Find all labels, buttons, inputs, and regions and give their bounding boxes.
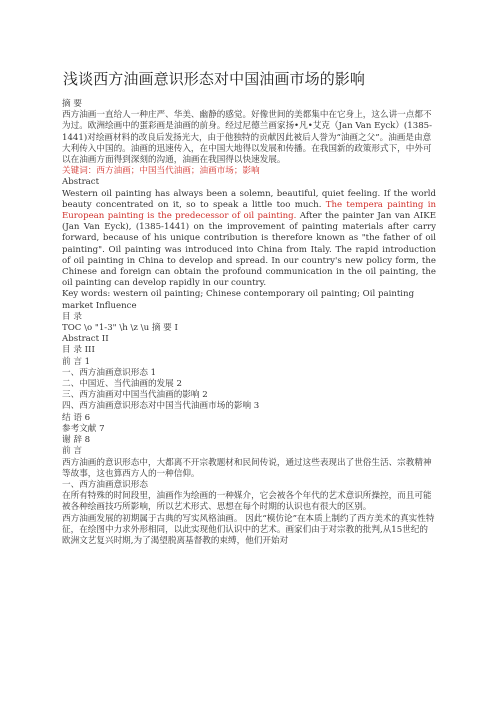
toc-line: 一、西方油画意识形态 1 — [62, 367, 157, 378]
toc-line: 三、西方油画对中国当代油画的影响 2 — [62, 390, 208, 401]
toc-line: 目 录 III — [62, 345, 95, 356]
preface-text: 西方油画的意识形态中，大都离不开宗教题材和民间传说，通过这些表现出了世俗生活、宗教精神等故事，这也算西方人的一种信仰。 — [62, 457, 432, 479]
section1-paragraph: 西方油画发展的初期属于古典的写实风格油画。 因此“模仿论”在本质上制约了西方美术的真实性特征，在绘图中力求外形相同，以此实现他们认识中的艺术。画家们由于对宗教的批判,从15世纪的欧洲文艺复兴时期,为了渴望脱离基督教的束缚，他们开始对 — [62, 513, 435, 546]
toc-line: 四、西方油画意识形态对中国当代油画市场的影响 3 — [62, 401, 260, 412]
toc-line: 结 语 6 — [62, 412, 91, 423]
abstract-english-heading: Abstract — [62, 177, 100, 188]
document-title: 浅谈西方油画意识形态对中国油画市场的影响 — [63, 70, 366, 88]
abstract-english-highlight: The tempera painting in European painting is the predecessor of oil painting. — [62, 199, 436, 222]
abstract-english — [62, 189, 436, 290]
abstract-english-part1: Western oil painting has always been a solemn, beautiful, quiet feeling. If the world beauty concentrated on it, so to speak a little too much. — [62, 188, 436, 210]
abstract-heading: 摘 要 — [62, 99, 82, 109]
toc-line: 二、中国近、当代油画的发展 2 — [62, 379, 182, 390]
section1-paragraph: 在所有特殊的时间段里，油画作为绘画的一种媒介，它会被各个年代的艺术意识所操控，而且可能被各种绘画技巧所影响，所以艺术形式、思想在每个时期的认识也有很大的区别。 — [62, 491, 432, 513]
abstract-english-part2: After the painter Jan van AIKE (Jan Van Eyck), (1385-1441) on the improvement of painting materials after carry forward, because of his unique contribution is therefore known as "the father of oil painting". Oil painting was introduced into China from Italy. The rapid introduction of oil painting in China to develop and spread. In our country's new policy form, the Chinese and foreign can obtain the profound communication in the oil painting, the oil painting can develop rapidly in our country. — [62, 211, 436, 289]
toc-line: 前 言 1 — [62, 356, 91, 367]
toc-line: 谢 辞 8 — [62, 435, 91, 446]
toc-line: TOC \o "1-3" \h \z \u 摘 要 I — [62, 323, 178, 334]
toc-line: Abstract II — [62, 334, 109, 345]
abstract-chinese: 西方油画一直给人一种庄严、华美、幽静的感觉。好像世间的美都集中在它身上，这么讲一点都不为过。欧洲绘画中的蛋彩画是油画的前身。经过尼德兰画家扬•凡•艾克（Jan Van Eyck）(1385-1441)对绘画材料的改良后发扬光大，由于他独特的贡献因此被后人誉为“油画之父”。油画是由意大利传入中国的。油画的迅速传入，在中国大地得以发展和传播。在我国新的政策形式下，中外可以在油画方面得到深刻的沟通，油画在我国得以快速发展。 — [62, 110, 433, 166]
keywords-english: Key words: western oil painting; Chinese contemporary oil painting; Oil painting market Influence — [62, 289, 415, 311]
toc-line: 参考文献 7 — [62, 423, 105, 434]
section1-heading: 一、西方油画意识形态 — [62, 479, 148, 490]
document-body — [62, 99, 436, 547]
toc-heading: 目 录 — [62, 311, 82, 322]
keywords-chinese: 关键词：西方油画；中国当代油画；油画市场；影响 — [62, 166, 260, 177]
preface-heading: 前 言 — [62, 446, 82, 457]
